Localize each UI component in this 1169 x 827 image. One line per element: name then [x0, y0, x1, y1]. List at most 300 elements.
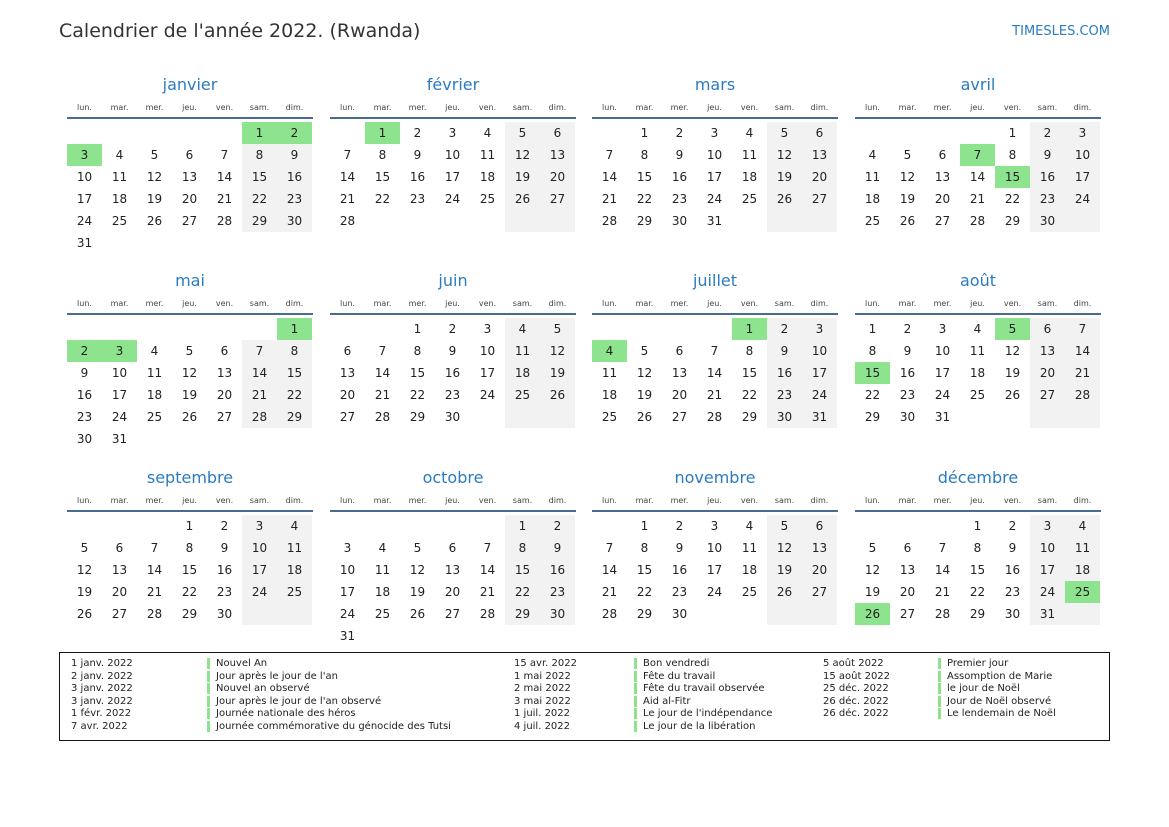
day-cell: 27: [444, 607, 461, 621]
day-cell: 13: [216, 366, 233, 380]
day-cell: 28: [339, 214, 356, 228]
month-divider: [330, 510, 576, 512]
day-cell: 24: [479, 388, 496, 402]
day-cell: 16: [671, 563, 688, 577]
day-cell: 21: [374, 388, 391, 402]
legend-date: 15 août 2022: [823, 670, 891, 682]
day-cell: 10: [479, 344, 496, 358]
day-cell: 14: [479, 563, 496, 577]
weekday-label: sam.: [1037, 299, 1058, 308]
day-cell: 30: [1004, 607, 1021, 621]
day-cell: 23: [767, 384, 802, 406]
day-cell: 9: [1008, 541, 1017, 555]
day-cell: 6: [903, 541, 912, 555]
day-cell: 4: [483, 126, 492, 140]
site-link[interactable]: TIMESLES.COM: [1012, 24, 1110, 39]
legend-holiday-name: Nouvel an observé: [207, 683, 310, 694]
weekday-label: jeu.: [707, 496, 722, 505]
day-cell: 23: [540, 581, 575, 603]
month-divider: [855, 313, 1101, 315]
day-cell: 19: [76, 585, 93, 599]
day-grid: [67, 318, 313, 450]
day-cell: 29: [864, 410, 881, 424]
legend-holiday-name: Jour après le jour de l'an: [207, 671, 338, 682]
day-cell: 25: [601, 410, 618, 424]
day-cell: 2: [413, 126, 422, 140]
month-divider: [592, 510, 838, 512]
holiday-day: 2: [277, 122, 312, 144]
day-cell: 28: [601, 607, 618, 621]
day-cell: 9: [903, 344, 912, 358]
day-cell: 9: [1030, 144, 1065, 166]
day-cell: 14: [601, 563, 618, 577]
weekday-header: [855, 299, 1101, 313]
weekday-label: ven.: [215, 103, 234, 112]
weekday-label: mar.: [373, 496, 392, 505]
weekday-label: lun.: [602, 103, 617, 112]
day-cell: 22: [374, 192, 391, 206]
day-grid: [592, 515, 838, 647]
day-cell: 27: [540, 188, 575, 210]
day-cell: 24: [1065, 188, 1100, 210]
day-cell: 25: [864, 214, 881, 228]
day-cell: 26: [899, 214, 916, 228]
month-divider: [592, 313, 838, 315]
legend-date: 5 août 2022: [823, 658, 884, 669]
day-cell: 25: [479, 192, 496, 206]
day-cell: 26: [540, 384, 575, 406]
day-cell: 1: [640, 519, 649, 533]
day-cell: 16: [277, 166, 312, 188]
legend-holiday-name: Bon vendredi: [634, 658, 709, 669]
month-name: juin: [438, 271, 468, 290]
legend-date: 1 mai 2022: [514, 670, 571, 682]
day-cell: 9: [220, 541, 229, 555]
day-cell: 1: [505, 515, 540, 537]
month-name: avril: [960, 75, 996, 94]
day-cell: 31: [934, 410, 951, 424]
day-cell: 21: [706, 388, 723, 402]
weekday-header: [855, 496, 1101, 510]
day-cell: 4: [745, 126, 754, 140]
day-cell: 21: [969, 192, 986, 206]
day-cell: 5: [868, 541, 877, 555]
day-cell: 30: [671, 214, 688, 228]
weekend-empty-cell: [1030, 406, 1065, 428]
weekend-empty-cell: [767, 603, 802, 625]
day-cell: 7: [1065, 318, 1100, 340]
weekday-label: ven.: [1003, 103, 1022, 112]
day-cell: 12: [636, 366, 653, 380]
legend-date: 4 juil. 2022: [514, 721, 571, 732]
day-cell: 17: [479, 366, 496, 380]
day-cell: 21: [601, 192, 618, 206]
day-cell: 6: [540, 122, 575, 144]
legend-date: 26 déc. 2022: [823, 695, 889, 707]
day-cell: 14: [601, 170, 618, 184]
day-cell: 22: [505, 581, 540, 603]
day-cell: 28: [216, 214, 233, 228]
holiday-day: 7: [960, 144, 995, 166]
day-cell: 20: [802, 559, 837, 581]
day-cell: 20: [181, 192, 198, 206]
weekday-label: ven.: [740, 496, 759, 505]
weekday-label: dim.: [810, 103, 829, 112]
day-cell: 16: [444, 366, 461, 380]
legend-date: 1 janv. 2022: [71, 658, 133, 669]
day-cell: 27: [934, 214, 951, 228]
day-cell: 23: [671, 585, 688, 599]
day-cell: 18: [374, 585, 391, 599]
day-grid: [330, 318, 576, 450]
legend-date: 25 déc. 2022: [823, 683, 889, 695]
weekend-empty-cell: [767, 210, 802, 232]
day-cell: 20: [444, 585, 461, 599]
weekday-label: lun.: [602, 299, 617, 308]
day-cell: 6: [185, 148, 194, 162]
day-cell: 9: [448, 344, 457, 358]
day-cell: 3: [802, 318, 837, 340]
day-cell: 21: [1065, 362, 1100, 384]
weekend-empty-cell: [505, 406, 540, 428]
legend-holiday-name: Le jour de l'indépendance: [634, 708, 772, 719]
day-cell: 8: [277, 340, 312, 362]
day-cell: 24: [706, 585, 723, 599]
day-cell: 10: [1065, 144, 1100, 166]
day-cell: 13: [339, 366, 356, 380]
day-cell: 26: [1004, 388, 1021, 402]
legend-date: 7 avr. 2022: [71, 721, 128, 732]
day-cell: 29: [969, 607, 986, 621]
weekday-label: jeu.: [445, 299, 460, 308]
weekday-label: lun.: [77, 103, 92, 112]
day-cell: 2: [448, 322, 457, 336]
day-cell: 12: [899, 170, 916, 184]
day-cell: 8: [640, 541, 649, 555]
holiday-day: 3: [67, 144, 102, 166]
day-cell: 29: [636, 607, 653, 621]
weekday-header: [330, 496, 576, 510]
weekday-label: mer.: [670, 103, 689, 112]
day-cell: 4: [115, 148, 124, 162]
day-cell: 27: [216, 410, 233, 424]
day-cell: 15: [741, 366, 758, 380]
day-cell: 3: [242, 515, 277, 537]
weekday-label: sam.: [774, 496, 795, 505]
day-cell: 7: [483, 541, 492, 555]
day-cell: 31: [76, 236, 93, 250]
weekend-empty-cell: [1065, 406, 1100, 428]
day-cell: 24: [242, 581, 277, 603]
day-cell: 22: [181, 585, 198, 599]
day-cell: 13: [802, 144, 837, 166]
day-cell: 16: [1030, 166, 1065, 188]
weekend-empty-cell: [802, 210, 837, 232]
month-divider: [855, 117, 1101, 119]
day-cell: 21: [479, 585, 496, 599]
day-cell: 10: [706, 148, 723, 162]
day-cell: 6: [1030, 318, 1065, 340]
day-cell: 26: [146, 214, 163, 228]
day-cell: 9: [413, 148, 422, 162]
day-cell: 12: [76, 563, 93, 577]
day-cell: 16: [76, 388, 93, 402]
weekend-empty-cell: [505, 210, 540, 232]
day-cell: 27: [802, 581, 837, 603]
day-cell: 23: [1030, 188, 1065, 210]
day-cell: 18: [969, 366, 986, 380]
day-cell: 20: [1030, 362, 1065, 384]
day-cell: 20: [216, 388, 233, 402]
weekday-label: jeu.: [707, 299, 722, 308]
day-cell: 15: [636, 170, 653, 184]
day-cell: 17: [706, 563, 723, 577]
day-cell: 7: [605, 148, 614, 162]
holiday-day: 1: [242, 122, 277, 144]
weekday-label: dim.: [548, 103, 567, 112]
day-cell: 7: [220, 148, 229, 162]
day-cell: 28: [479, 607, 496, 621]
day-cell: 19: [767, 166, 802, 188]
day-cell: 9: [675, 148, 684, 162]
month-name: mai: [175, 271, 205, 290]
weekday-label: sam.: [1037, 103, 1058, 112]
day-cell: 6: [802, 122, 837, 144]
day-cell: 5: [505, 122, 540, 144]
day-cell: 17: [1030, 559, 1065, 581]
day-cell: 4: [505, 318, 540, 340]
day-cell: 14: [339, 170, 356, 184]
legend-holiday-name: Le lendemain de Noël: [938, 708, 1056, 719]
day-cell: 24: [1030, 581, 1065, 603]
weekday-label: lun.: [602, 496, 617, 505]
weekday-label: mar.: [635, 299, 654, 308]
weekend-empty-cell: [540, 210, 575, 232]
day-cell: 30: [899, 410, 916, 424]
day-cell: 2: [540, 515, 575, 537]
day-cell: 25: [111, 214, 128, 228]
day-cell: 27: [899, 607, 916, 621]
day-cell: 15: [242, 166, 277, 188]
month-name: mars: [694, 75, 736, 94]
legend-date: 26 déc. 2022: [823, 708, 889, 720]
legend-date: 3 mai 2022: [514, 695, 571, 707]
weekday-label: dim.: [285, 299, 304, 308]
legend-holiday-name: Aid al-Fitr: [634, 696, 691, 707]
day-cell: 18: [741, 170, 758, 184]
weekday-label: lun.: [865, 496, 880, 505]
day-cell: 6: [343, 344, 352, 358]
day-cell: 8: [1008, 148, 1017, 162]
day-cell: 5: [767, 515, 802, 537]
day-cell: 25: [741, 192, 758, 206]
day-cell: 18: [277, 559, 312, 581]
weekday-label: mar.: [110, 496, 129, 505]
weekday-label: mer.: [145, 299, 164, 308]
day-cell: 12: [146, 170, 163, 184]
day-cell: 24: [111, 410, 128, 424]
weekday-label: sam.: [512, 496, 533, 505]
day-cell: 18: [479, 170, 496, 184]
day-cell: 20: [934, 192, 951, 206]
day-cell: 29: [505, 603, 540, 625]
month-divider: [67, 313, 313, 315]
weekday-label: sam.: [774, 299, 795, 308]
day-cell: 4: [378, 541, 387, 555]
day-cell: 8: [505, 537, 540, 559]
legend-holiday-name: Fête du travail: [634, 671, 715, 682]
holiday-day: 25: [1065, 581, 1100, 603]
day-cell: 12: [409, 563, 426, 577]
weekday-label: lun.: [865, 299, 880, 308]
weekday-label: jeu.: [445, 496, 460, 505]
day-cell: 3: [1065, 122, 1100, 144]
day-cell: 5: [540, 318, 575, 340]
day-cell: 5: [767, 122, 802, 144]
day-cell: 22: [242, 188, 277, 210]
day-cell: 14: [934, 563, 951, 577]
day-cell: 8: [413, 344, 422, 358]
day-cell: 22: [741, 388, 758, 402]
day-grid: [592, 318, 838, 450]
weekday-header: [855, 103, 1101, 117]
day-cell: 29: [242, 210, 277, 232]
weekday-header: [592, 299, 838, 313]
day-cell: 21: [216, 192, 233, 206]
day-cell: 21: [934, 585, 951, 599]
weekday-header: [67, 299, 313, 313]
weekday-label: dim.: [1073, 496, 1092, 505]
day-cell: 26: [767, 188, 802, 210]
day-cell: 27: [1030, 384, 1065, 406]
weekend-empty-cell: [1065, 210, 1100, 232]
holiday-day: 1: [277, 318, 312, 340]
day-cell: 26: [76, 607, 93, 621]
day-cell: 1: [640, 126, 649, 140]
weekday-label: jeu.: [182, 299, 197, 308]
weekday-label: jeu.: [445, 103, 460, 112]
day-cell: 29: [277, 406, 312, 428]
day-cell: 17: [339, 585, 356, 599]
day-cell: 18: [741, 563, 758, 577]
legend-holiday-name: Jour après le jour de l'an observé: [207, 696, 381, 707]
month-name: janvier: [162, 75, 218, 94]
day-cell: 28: [706, 410, 723, 424]
weekday-label: lun.: [77, 299, 92, 308]
day-cell: 3: [343, 541, 352, 555]
day-cell: 27: [339, 410, 356, 424]
day-cell: 7: [938, 541, 947, 555]
day-cell: 3: [448, 126, 457, 140]
holiday-day: 3: [102, 340, 137, 362]
day-cell: 18: [864, 192, 881, 206]
day-cell: 16: [899, 366, 916, 380]
weekday-label: mar.: [898, 103, 917, 112]
day-cell: 9: [540, 537, 575, 559]
day-cell: 3: [938, 322, 947, 336]
day-cell: 18: [505, 362, 540, 384]
day-cell: 4: [868, 148, 877, 162]
day-cell: 23: [409, 192, 426, 206]
day-cell: 22: [969, 585, 986, 599]
day-cell: 28: [601, 214, 618, 228]
day-cell: 31: [111, 432, 128, 446]
legend-holiday-name: Journée commémorative du génocide des Tutsi: [207, 721, 451, 732]
day-cell: 19: [146, 192, 163, 206]
day-grid: [592, 122, 838, 254]
day-cell: 16: [216, 563, 233, 577]
day-cell: 8: [640, 148, 649, 162]
day-cell: 19: [864, 585, 881, 599]
day-cell: 22: [1004, 192, 1021, 206]
day-grid: [330, 122, 576, 254]
day-cell: 29: [181, 607, 198, 621]
weekday-label: mar.: [635, 103, 654, 112]
weekday-label: mer.: [145, 496, 164, 505]
weekday-label: ven.: [215, 299, 234, 308]
day-cell: 12: [1004, 344, 1021, 358]
day-cell: 2: [675, 126, 684, 140]
day-cell: 17: [242, 559, 277, 581]
weekday-label: ven.: [478, 103, 497, 112]
day-cell: 24: [444, 192, 461, 206]
day-cell: 26: [767, 581, 802, 603]
day-cell: 28: [242, 406, 277, 428]
day-cell: 17: [76, 192, 93, 206]
weekday-header: [67, 496, 313, 510]
day-cell: 11: [505, 340, 540, 362]
legend-holiday-name: Journée nationale des héros: [207, 708, 356, 719]
weekday-label: mer.: [408, 299, 427, 308]
month-name: juillet: [692, 271, 738, 290]
day-cell: 25: [146, 410, 163, 424]
day-cell: 28: [374, 410, 391, 424]
day-cell: 15: [636, 563, 653, 577]
day-cell: 14: [1065, 340, 1100, 362]
day-cell: 5: [150, 148, 159, 162]
day-cell: 12: [767, 537, 802, 559]
day-cell: 1: [868, 322, 877, 336]
month-name: février: [426, 75, 480, 94]
legend-holiday-name: Le jour de la libération: [634, 721, 755, 732]
holiday-day: 1: [732, 318, 767, 340]
weekday-label: jeu.: [707, 103, 722, 112]
legend-holiday-name: Jour de Noël observé: [938, 696, 1051, 707]
weekday-header: [592, 496, 838, 510]
day-cell: 24: [802, 384, 837, 406]
day-cell: 29: [741, 410, 758, 424]
weekday-label: mer.: [408, 496, 427, 505]
day-cell: 2: [1008, 519, 1017, 533]
weekend-empty-cell: [1065, 603, 1100, 625]
day-cell: 21: [601, 585, 618, 599]
day-cell: 6: [675, 344, 684, 358]
legend-date: 15 avr. 2022: [514, 658, 577, 669]
day-cell: 14: [374, 366, 391, 380]
weekday-label: jeu.: [182, 496, 197, 505]
weekday-label: jeu.: [970, 496, 985, 505]
day-cell: 25: [969, 388, 986, 402]
day-cell: 20: [540, 166, 575, 188]
day-cell: 24: [706, 192, 723, 206]
day-cell: 22: [864, 388, 881, 402]
page-title: Calendrier de l'année 2022. (Rwanda): [59, 20, 421, 42]
weekday-label: sam.: [512, 299, 533, 308]
weekday-label: lun.: [865, 103, 880, 112]
day-cell: 11: [1065, 537, 1100, 559]
day-cell: 10: [444, 148, 461, 162]
weekday-label: ven.: [478, 299, 497, 308]
